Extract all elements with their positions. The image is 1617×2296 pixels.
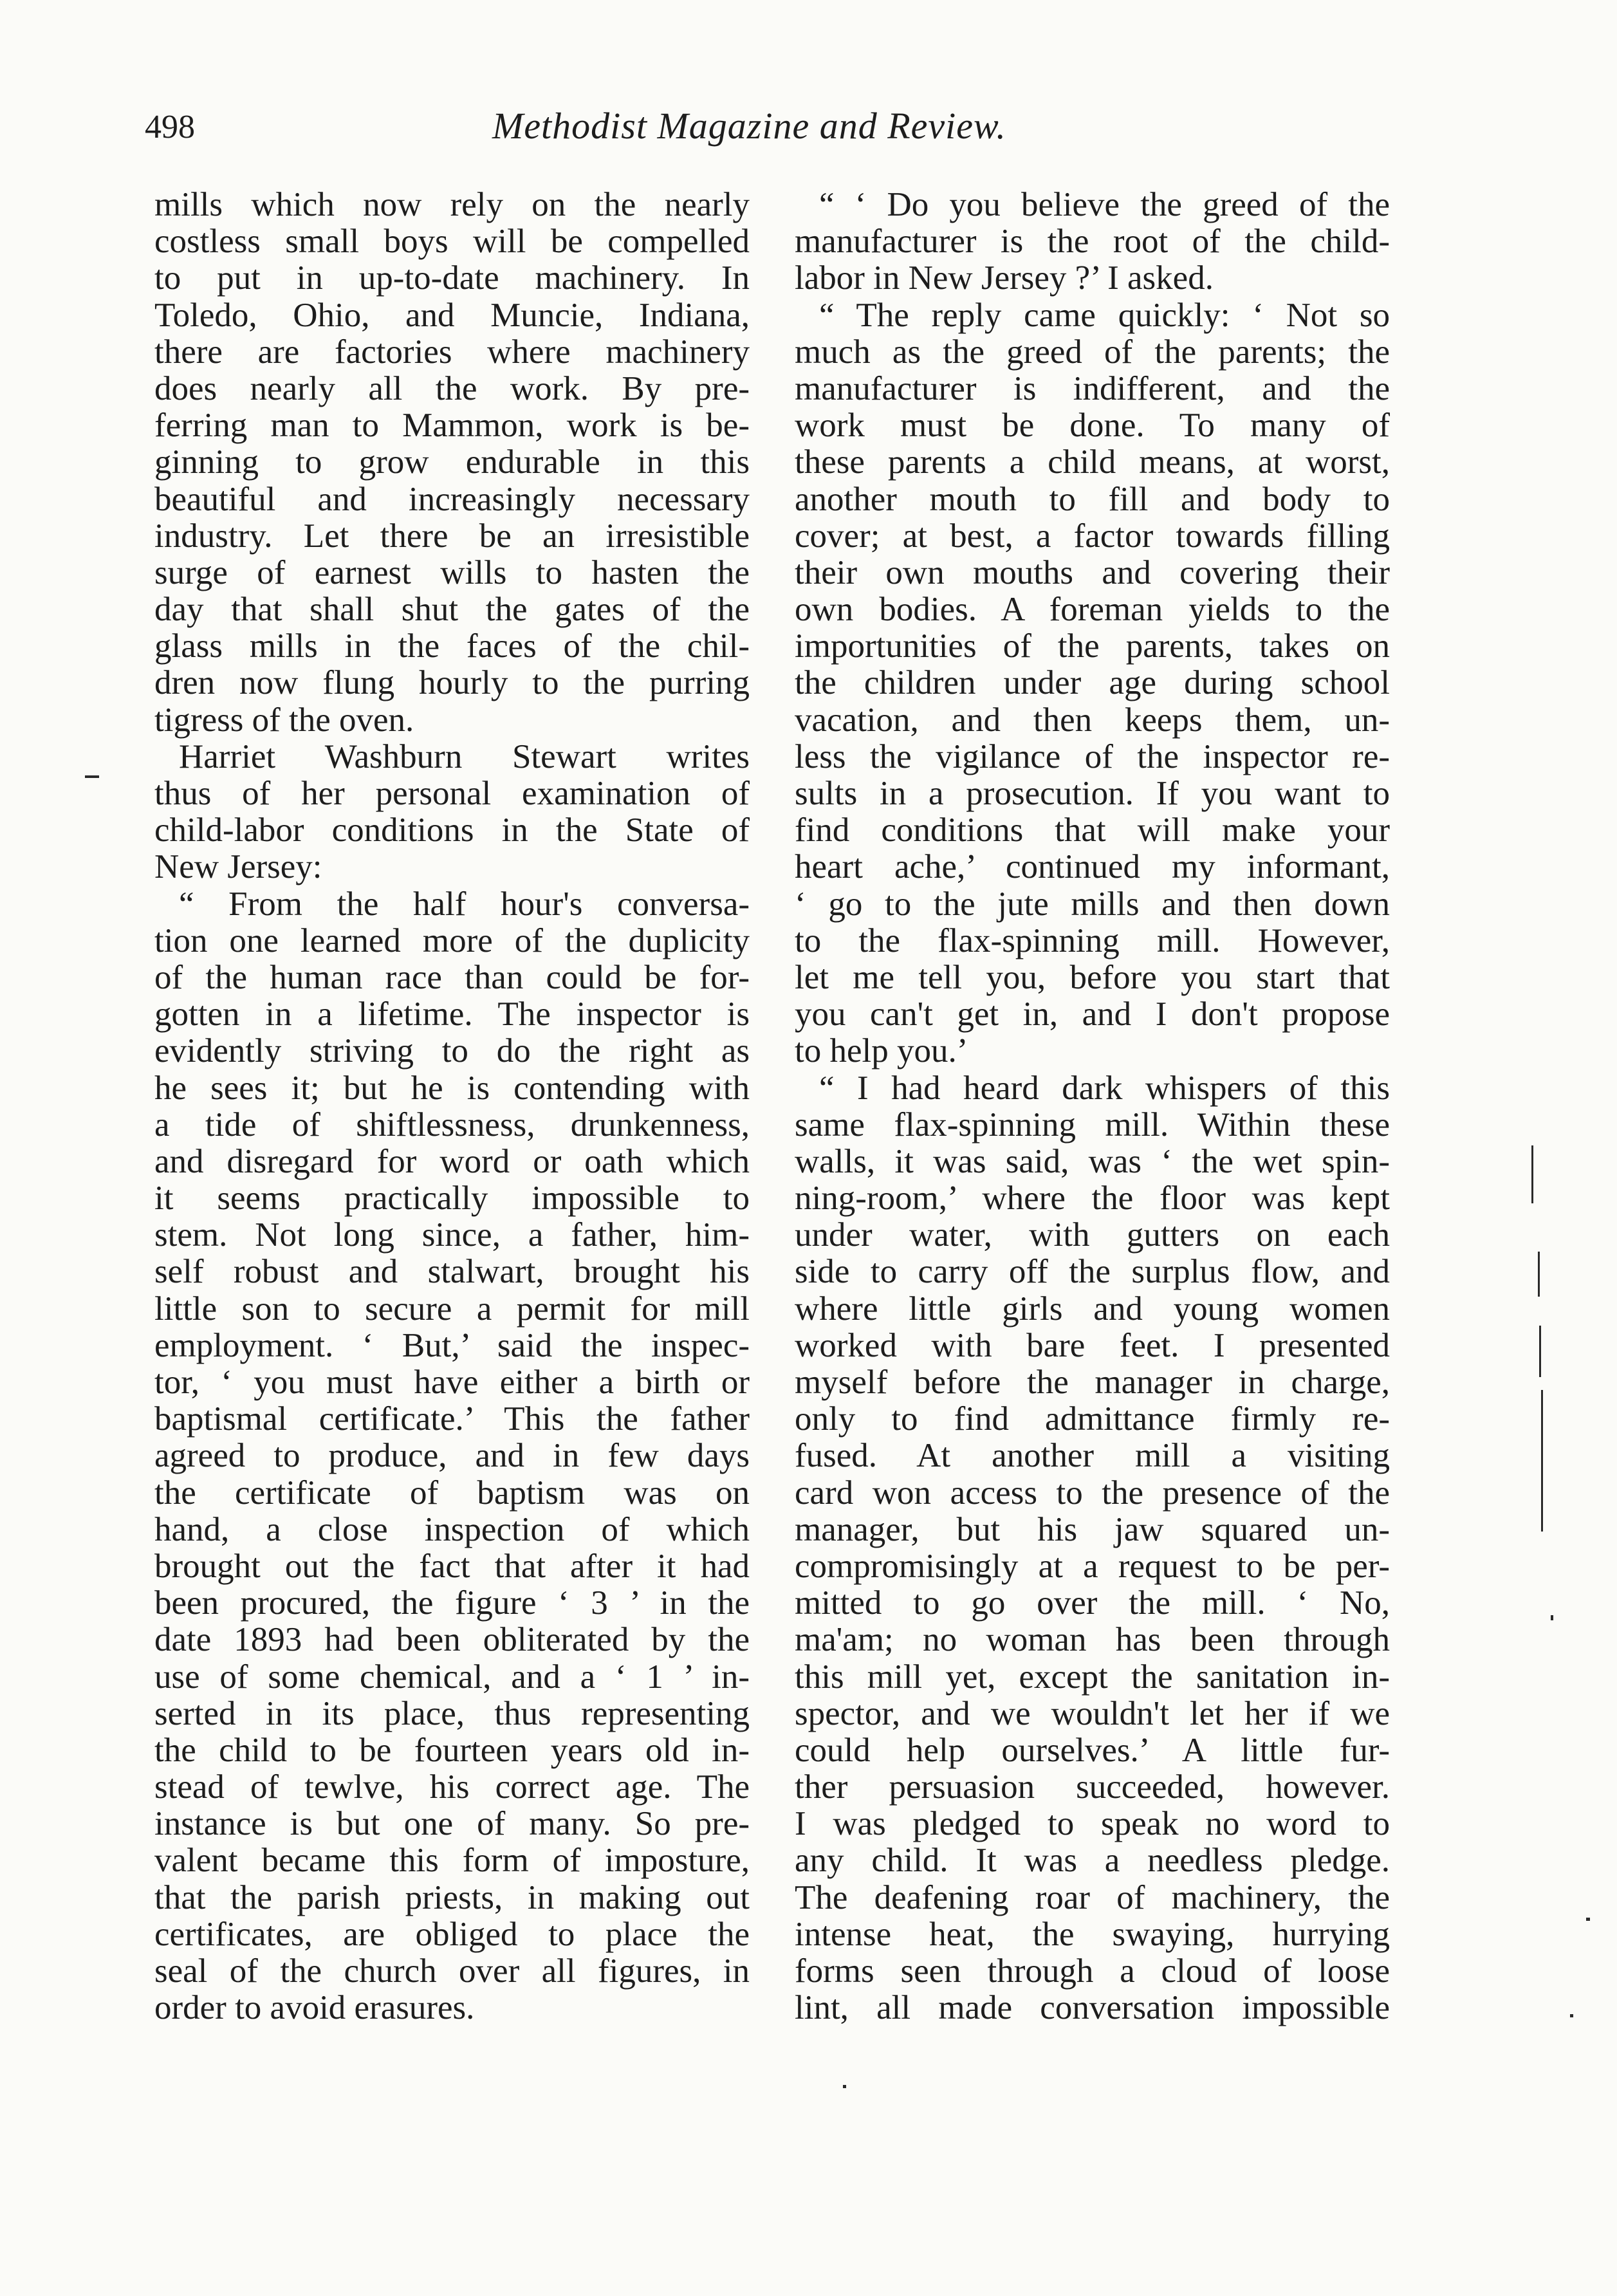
text-line: thus of her personal examination of bbox=[154, 775, 750, 812]
text-line: mitted to go over the mill. ‘ No, bbox=[795, 1584, 1390, 1622]
text-line: where little girls and young women bbox=[795, 1290, 1390, 1328]
text-line: under water, with gutters on each bbox=[795, 1216, 1390, 1254]
left-column bbox=[154, 187, 750, 2026]
text-line: ning-room,’ where the floor was kept bbox=[795, 1180, 1390, 1217]
margin-speck bbox=[1539, 1326, 1541, 1377]
text-line: Harriet Washburn Stewart writes bbox=[179, 737, 750, 775]
margin-speck bbox=[1551, 1615, 1553, 1620]
text-line: instance is but one of many. So pre- bbox=[154, 1805, 750, 1843]
text-line: let me tell you, before you start that bbox=[795, 958, 1390, 996]
text-line: tion one learned more of the duplicity bbox=[154, 921, 750, 959]
margin-speck bbox=[1531, 1145, 1533, 1203]
text-line: been procured, the figure ‘ 3 ’ in the bbox=[154, 1584, 750, 1622]
text-line: vacation, and then keeps them, un- bbox=[795, 701, 1390, 739]
text-line: agreed to produce, and in few days bbox=[154, 1437, 750, 1475]
text-line: to put in up-to-date machinery. In bbox=[154, 259, 750, 297]
text-line: beautiful and increasingly necessary bbox=[154, 480, 750, 518]
text-line: use of some chemical, and a ‘ 1 ’ in- bbox=[154, 1658, 750, 1696]
margin-speck bbox=[1586, 1918, 1590, 1921]
text-line: the children under age during school bbox=[795, 664, 1390, 702]
text-line: and disregard for word or oath which bbox=[154, 1142, 750, 1180]
text-line: mills which now rely on the nearly bbox=[154, 186, 750, 223]
text-line: does nearly all the work. By pre- bbox=[154, 369, 750, 407]
text-line: worked with bare feet. I presented bbox=[795, 1326, 1390, 1364]
text-line: another mouth to fill and body to bbox=[795, 480, 1390, 518]
text-line: you can't get in, and I don't propose bbox=[795, 995, 1390, 1033]
text-line: “ ‘ Do you believe the greed of the bbox=[819, 186, 1390, 223]
text-line: “ The reply came quickly: ‘ Not so bbox=[819, 296, 1390, 334]
text-line: stem. Not long since, a father, him- bbox=[154, 1216, 750, 1254]
text-line: fused. At another mill a visiting bbox=[795, 1437, 1390, 1475]
page-header bbox=[145, 97, 1110, 154]
text-line: walls, it was said, was ‘ the wet spin- bbox=[795, 1142, 1390, 1180]
running-title: Methodist Magazine and Review. bbox=[492, 105, 1006, 147]
text-line: “ I had heard dark whispers of this bbox=[819, 1069, 1390, 1107]
text-line: tor, ‘ you must have either a birth or bbox=[154, 1364, 750, 1401]
text-line: compromisingly at a request to be per- bbox=[795, 1547, 1390, 1585]
text-line: heart ache,’ continued my informant, bbox=[795, 848, 1390, 886]
text-line: only to find admittance firmly re- bbox=[795, 1400, 1390, 1438]
text-line: brought out the fact that after it had bbox=[154, 1547, 750, 1585]
text-line: “ From the half hour's conversa- bbox=[179, 885, 750, 923]
text-line: Toledo, Ohio, and Muncie, Indiana, bbox=[154, 296, 750, 334]
text-line: New Jersey: bbox=[154, 848, 322, 886]
text-line: find conditions that will make your bbox=[795, 811, 1390, 849]
text-line: these parents a child means, at worst, bbox=[795, 443, 1390, 481]
text-line: less the vigilance of the inspector re- bbox=[795, 737, 1390, 775]
text-line: any child. It was a needless pledge. bbox=[795, 1842, 1390, 1880]
text-line: he sees it; but he is contending with bbox=[154, 1069, 750, 1107]
text-line: labor in New Jersey ?’ I asked. bbox=[795, 259, 1214, 297]
text-line: intense heat, the swaying, hurrying bbox=[795, 1915, 1390, 1953]
text-line: work must be done. To many of bbox=[795, 407, 1390, 445]
text-line: gotten in a lifetime. The inspector is bbox=[154, 995, 750, 1033]
text-line: there are factories where machinery bbox=[154, 333, 750, 371]
text-line: ther persuasion succeeded, however. bbox=[795, 1768, 1390, 1806]
text-line: that the parish priests, in making out bbox=[154, 1878, 750, 1916]
text-line: seal of the church over all figures, in bbox=[154, 1952, 750, 1990]
text-line: lint, all made conversation impossible bbox=[795, 1989, 1390, 2027]
text-line: glass mills in the faces of the chil- bbox=[154, 627, 750, 665]
margin-speck bbox=[1570, 2014, 1573, 2017]
text-line: their own mouths and covering their bbox=[795, 553, 1390, 591]
text-line: ginning to grow endurable in this bbox=[154, 443, 750, 481]
text-line: manager, but his jaw squared un- bbox=[795, 1510, 1390, 1548]
margin-speck bbox=[843, 2085, 846, 2088]
text-line: certificates, are obliged to place the bbox=[154, 1915, 750, 1953]
text-line: industry. Let there be an irresistible bbox=[154, 517, 750, 555]
text-line: much as the greed of the parents; the bbox=[795, 333, 1390, 371]
text-line: could help ourselves.’ A little fur- bbox=[795, 1731, 1390, 1769]
text-line: own bodies. A foreman yields to the bbox=[795, 591, 1390, 629]
text-line: stead of tewlve, his correct age. The bbox=[154, 1768, 750, 1806]
text-line: The deafening roar of machinery, the bbox=[795, 1878, 1390, 1916]
text-line: manufacturer is indifferent, and the bbox=[795, 369, 1390, 407]
text-line: to help you.’ bbox=[795, 1032, 968, 1070]
text-line: same flax-spinning mill. Within these bbox=[795, 1106, 1390, 1143]
text-line: tigress of the oven. bbox=[154, 701, 414, 739]
text-line: ma'am; no woman has been through bbox=[795, 1621, 1390, 1659]
text-line: order to avoid erasures. bbox=[154, 1989, 475, 2027]
text-line: ‘ go to the jute mills and then down bbox=[795, 885, 1390, 923]
text-line: evidently striving to do the right as bbox=[154, 1032, 750, 1070]
text-line: day that shall shut the gates of the bbox=[154, 591, 750, 629]
text-line: baptismal certificate.’ This the father bbox=[154, 1400, 750, 1438]
text-line: manufacturer is the root of the child- bbox=[795, 223, 1390, 261]
text-line: spector, and we wouldn't let her if we bbox=[795, 1694, 1390, 1732]
text-line: costless small boys will be compelled bbox=[154, 223, 750, 261]
text-line: date 1893 had been obliterated by the bbox=[154, 1621, 750, 1659]
text-line: ferring man to Mammon, work is be- bbox=[154, 407, 750, 445]
text-line: myself before the manager in charge, bbox=[795, 1364, 1390, 1401]
text-line: child-labor conditions in the State of bbox=[154, 811, 750, 849]
margin-speck bbox=[1541, 1390, 1543, 1532]
text-line: card won access to the presence of the bbox=[795, 1474, 1390, 1512]
text-line: to the flax-spinning mill. However, bbox=[795, 921, 1390, 959]
text-line: self robust and stalwart, brought his bbox=[154, 1253, 750, 1291]
right-column bbox=[795, 187, 1390, 2026]
margin-mark bbox=[85, 775, 99, 778]
text-line: valent became this form of imposture, bbox=[154, 1842, 750, 1880]
text-line: little son to secure a permit for mill bbox=[154, 1290, 750, 1328]
text-line: a tide of shiftlessness, drunkenness, bbox=[154, 1106, 750, 1143]
text-line: dren now flung hourly to the purring bbox=[154, 664, 750, 702]
text-line: cover; at best, a factor towards filling bbox=[795, 517, 1390, 555]
text-line: side to carry off the surplus flow, and bbox=[795, 1253, 1390, 1291]
text-line: forms seen through a cloud of loose bbox=[795, 1952, 1390, 1990]
text-line: importunities of the parents, takes on bbox=[795, 627, 1390, 665]
text-line: surge of earnest wills to hasten the bbox=[154, 553, 750, 591]
page-number: 498 bbox=[145, 109, 195, 145]
text-line: employment. ‘ But,’ said the inspec- bbox=[154, 1326, 750, 1364]
text-line: it seems practically impossible to bbox=[154, 1180, 750, 1217]
text-line: sults in a prosecution. If you want to bbox=[795, 775, 1390, 812]
text-line: I was pledged to speak no word to bbox=[795, 1805, 1390, 1843]
text-line: hand, a close inspection of which bbox=[154, 1510, 750, 1548]
text-line: of the human race than could be for- bbox=[154, 958, 750, 996]
text-line: the certificate of baptism was on bbox=[154, 1474, 750, 1512]
text-line: this mill yet, except the sanitation in- bbox=[795, 1658, 1390, 1696]
text-line: the child to be fourteen years old in- bbox=[154, 1731, 750, 1769]
margin-speck bbox=[1538, 1252, 1540, 1297]
text-line: serted in its place, thus representing bbox=[154, 1694, 750, 1732]
